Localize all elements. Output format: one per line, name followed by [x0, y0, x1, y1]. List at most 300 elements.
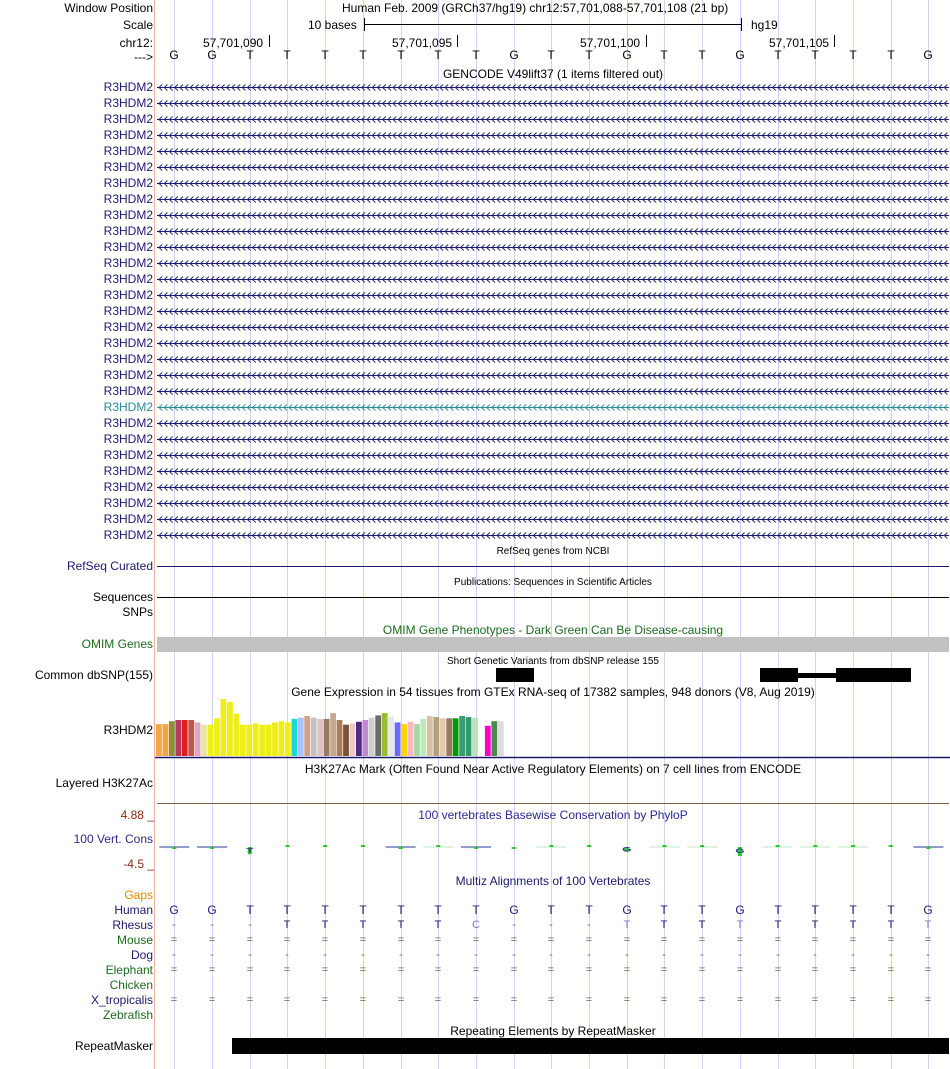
multiz-base: = — [585, 964, 593, 976]
gtex-tissue-bar[interactable] — [485, 726, 491, 756]
phylop-bar[interactable] — [549, 845, 553, 847]
multiz-base: = — [359, 934, 367, 946]
sequence-base: T — [246, 48, 254, 62]
multiz-base: = — [170, 994, 178, 1006]
gtex-tissue-bar[interactable] — [427, 716, 433, 756]
multiz-base: - — [662, 949, 666, 961]
phylop-bar[interactable] — [663, 845, 667, 847]
gencode-transcript-label[interactable]: R3HDM2 — [103, 304, 153, 318]
gtex-tissue-bar[interactable] — [175, 720, 181, 756]
gtex-tissue-bar[interactable] — [324, 719, 330, 756]
multiz-base: = — [208, 934, 216, 946]
gtex-tissue-bar[interactable] — [201, 725, 207, 756]
multiz-base: = — [208, 994, 216, 1006]
multiz-base: T — [736, 919, 744, 931]
gtex-tissue-bar[interactable] — [414, 724, 420, 756]
gencode-transcript-label[interactable]: R3HDM2 — [103, 256, 153, 270]
ruler-tick-1 — [269, 35, 270, 47]
multiz-base: = — [924, 934, 932, 946]
gtex-label[interactable]: R3HDM2 — [103, 723, 153, 737]
multiz-base: = — [359, 964, 367, 976]
gencode-transcript-line[interactable] — [157, 194, 949, 205]
repeatmasker-label[interactable]: RepeatMasker — [74, 1039, 153, 1053]
omim-bar[interactable] — [157, 637, 949, 652]
phylop-bar[interactable] — [926, 847, 930, 849]
sequence-base: T — [434, 48, 442, 62]
gtex-tissue-bar[interactable] — [466, 717, 472, 756]
publications-title[interactable]: Publications: Sequences in Scientific Articles — [454, 577, 652, 588]
multiz-base: = — [472, 934, 480, 946]
multiz-base: T — [472, 903, 480, 917]
gtex-tissue-bar[interactable] — [330, 713, 336, 756]
sequence-base: G — [622, 48, 632, 62]
multiz-base: = — [811, 994, 819, 1006]
multiz-base: T — [887, 919, 895, 931]
strand-arrow-label: ---> — [134, 50, 153, 64]
scale-bar-right-tick — [741, 18, 742, 31]
multiz-species-label[interactable]: Elephant — [105, 963, 153, 977]
gtex-tissue-bar[interactable] — [272, 722, 278, 756]
multiz-species-label[interactable]: Rhesus — [112, 918, 153, 932]
phylop-min-label: -4.5 _ — [123, 857, 154, 871]
phylop-bar[interactable] — [286, 845, 290, 847]
multiz-base: - — [926, 949, 930, 961]
multiz-species-label[interactable]: Human — [114, 903, 153, 917]
phylop-bar[interactable] — [813, 845, 817, 847]
ruler-position-2: 57,701,095 — [392, 36, 453, 50]
multiz-base: T — [849, 919, 857, 931]
gencode-transcript-line[interactable] — [157, 210, 949, 221]
gencode-transcript-line[interactable] — [157, 450, 949, 461]
scale-label: Scale — [122, 18, 153, 32]
multiz-gaps-label[interactable]: Gaps — [124, 888, 153, 902]
multiz-base: = — [246, 934, 254, 946]
gtex-tissue-bar[interactable] — [311, 718, 317, 756]
gencode-transcript-label[interactable]: R3HDM2 — [103, 528, 153, 542]
multiz-base: = — [472, 994, 480, 1006]
gtex-tissue-bar[interactable] — [214, 718, 220, 756]
gtex-tissue-bar[interactable] — [208, 725, 214, 756]
multiz-base: - — [436, 949, 440, 961]
phylop-max-label: 4.88 _ — [120, 808, 154, 822]
refseq-label[interactable]: RefSeq Curated — [66, 559, 153, 573]
dbsnp-title[interactable]: Short Genetic Variants from dbSNP release 155 — [447, 656, 659, 667]
gtex-title[interactable]: Gene Expression in 54 tissues from GTEx RNA-seq of 17382 samples, 948 donors (V8, Aug 2019) — [291, 685, 815, 699]
multiz-base: - — [512, 949, 516, 961]
gtex-tissue-bar[interactable] — [433, 717, 439, 756]
gtex-tissue-bar[interactable] — [182, 720, 188, 756]
multiz-base: - — [172, 919, 176, 931]
multiz-base: = — [208, 964, 216, 976]
multiz-base: - — [399, 949, 403, 961]
multiz-base: - — [776, 949, 780, 961]
omim-title[interactable]: OMIM Gene Phenotypes - Dark Green Can Be Disease-causing — [382, 623, 724, 637]
scale-bar-left-tick — [364, 18, 365, 31]
multiz-species-label[interactable]: Chicken — [109, 978, 153, 992]
gencode-transcript-label[interactable]: R3HDM2 — [103, 128, 153, 142]
gtex-tissue-bar[interactable] — [401, 724, 407, 756]
gencode-transcript-label[interactable]: R3HDM2 — [103, 416, 153, 430]
gencode-transcript-line[interactable] — [157, 370, 949, 381]
multiz-base: - — [285, 949, 289, 961]
gtex-tissue-bar[interactable] — [298, 718, 304, 756]
gencode-transcript-line[interactable] — [157, 258, 949, 269]
gtex-tissue-bar[interactable] — [453, 718, 459, 756]
gtex-tissue-bar[interactable] — [188, 720, 194, 756]
gencode-transcript-line[interactable] — [157, 226, 949, 237]
gtex-tissue-bar[interactable] — [388, 717, 394, 756]
gencode-transcript-label[interactable]: R3HDM2 — [103, 176, 153, 190]
sequence-base: T — [321, 48, 329, 62]
multiz-base: = — [283, 934, 291, 946]
multiz-base: = — [849, 964, 857, 976]
gencode-transcript-label[interactable]: R3HDM2 — [103, 112, 153, 126]
multiz-base: = — [774, 994, 782, 1006]
phylop-base-logo: G — [622, 846, 632, 854]
multiz-base: = — [283, 994, 291, 1006]
ruler-tick-4 — [834, 35, 835, 47]
multiz-base: G — [509, 903, 519, 917]
multiz-base: T — [547, 903, 555, 917]
multiz-base: T — [434, 919, 442, 931]
sequence-base: T — [774, 48, 782, 62]
phylop-bar[interactable] — [172, 847, 176, 849]
multiz-base: T — [623, 919, 631, 931]
multiz-base: - — [361, 949, 365, 961]
multiz-base: T — [660, 903, 668, 917]
gencode-transcript-line[interactable] — [157, 242, 949, 253]
gencode-transcript-label[interactable]: R3HDM2 — [103, 80, 153, 94]
gencode-transcript-line[interactable] — [157, 466, 949, 477]
gencode-transcript-line[interactable] — [157, 82, 949, 93]
ruler-position-1: 57,701,090 — [203, 36, 264, 50]
h3k27ac-title[interactable]: H3K27Ac Mark (Often Found Near Active Regulatory Elements) on 7 cell lines from ENCODE — [304, 762, 802, 776]
multiz-base: = — [623, 994, 631, 1006]
gtex-tissue-bar[interactable] — [304, 716, 310, 756]
gtex-tissue-bar[interactable] — [472, 718, 478, 756]
multiz-base: - — [172, 949, 176, 961]
gencode-transcript-label[interactable]: R3HDM2 — [103, 336, 153, 350]
multiz-species-label[interactable]: Zebrafish — [102, 1008, 153, 1022]
gtex-tissue-bar[interactable] — [195, 722, 201, 756]
multiz-base: T — [359, 919, 367, 931]
multiz-base: G — [169, 903, 179, 917]
multiz-base: T — [321, 919, 329, 931]
multiz-base: T — [397, 919, 405, 931]
phylop-label[interactable]: 100 Vert. Cons — [73, 832, 153, 846]
gencode-transcript-label[interactable]: R3HDM2 — [103, 400, 153, 414]
sequence-base: T — [887, 48, 895, 62]
sequence-base: T — [472, 48, 480, 62]
multiz-base: T — [849, 903, 857, 917]
publications-label[interactable]: Sequences — [92, 590, 153, 604]
phylop-bar[interactable] — [361, 845, 365, 847]
gencode-transcript-label[interactable]: R3HDM2 — [103, 480, 153, 494]
gtex-tissue-bar[interactable] — [491, 721, 497, 756]
gencode-transcript-line[interactable] — [157, 514, 949, 525]
multiz-base: - — [549, 919, 553, 931]
phylop-base-logo: T — [246, 846, 254, 855]
phylop-bar[interactable] — [700, 845, 704, 847]
sequence-base: G — [509, 48, 519, 62]
multiz-base: T — [246, 903, 254, 917]
gtex-tissue-bar[interactable] — [440, 718, 446, 756]
multiz-base: = — [849, 994, 857, 1006]
window-position-label: Window Position — [64, 1, 153, 15]
multiz-base: = — [246, 994, 254, 1006]
gencode-transcript-line[interactable] — [157, 306, 949, 317]
gtex-tissue-bar[interactable] — [163, 724, 169, 756]
gencode-transcript-label[interactable]: R3HDM2 — [103, 352, 153, 366]
multiz-base: = — [736, 934, 744, 946]
gtex-tissue-bar[interactable] — [343, 725, 349, 756]
phylop-bar[interactable] — [512, 847, 516, 849]
phylop-bar[interactable] — [210, 847, 214, 849]
gencode-transcript-label[interactable]: R3HDM2 — [103, 512, 153, 526]
multiz-base: = — [510, 934, 518, 946]
scale-text: 10 bases — [308, 18, 357, 32]
gtex-tissue-bar[interactable] — [446, 718, 452, 756]
sequence-base: T — [849, 48, 857, 62]
multiz-base: = — [170, 964, 178, 976]
multiz-title[interactable]: Multiz Alignments of 100 Vertebrates — [455, 874, 651, 888]
sequence-base: G — [207, 48, 217, 62]
dbsnp-label[interactable]: Common dbSNP(155) — [34, 668, 153, 682]
multiz-base: - — [210, 919, 214, 931]
gtex-tissue-bar[interactable] — [479, 720, 485, 756]
gencode-transcript-line[interactable] — [157, 386, 949, 397]
phylop-title[interactable]: 100 vertebrates Basewise Conservation by PhyloP — [418, 808, 688, 822]
dbsnp-variant-1[interactable] — [496, 668, 534, 682]
multiz-base: = — [849, 934, 857, 946]
multiz-base: G — [923, 903, 933, 917]
multiz-base: - — [210, 949, 214, 961]
gtex-tissue-bar[interactable] — [259, 725, 265, 756]
gencode-transcript-line[interactable] — [157, 130, 949, 141]
gencode-title[interactable]: GENCODE V49lift37 (1 items filtered out) — [442, 67, 664, 81]
ruler-tick-3 — [646, 35, 647, 47]
gencode-transcript-line[interactable] — [157, 530, 949, 541]
refseq-gene-line[interactable] — [157, 566, 949, 567]
dbsnp-variant-2[interactable] — [760, 668, 798, 682]
gencode-transcript-line[interactable] — [157, 498, 949, 509]
multiz-base: = — [321, 994, 329, 1006]
multiz-base: T — [283, 903, 291, 917]
phylop-bar[interactable] — [474, 847, 478, 849]
gencode-transcript-label[interactable]: R3HDM2 — [103, 368, 153, 382]
dbsnp-variant-3[interactable] — [836, 668, 911, 682]
multiz-base: - — [813, 949, 817, 961]
gencode-transcript-label[interactable]: R3HDM2 — [103, 144, 153, 158]
repeatmasker-title[interactable]: Repeating Elements by RepeatMasker — [450, 1024, 656, 1038]
multiz-base: T — [585, 903, 593, 917]
phylop-bar[interactable] — [587, 845, 591, 847]
gtex-tissue-bar[interactable] — [382, 713, 388, 756]
multiz-base: - — [851, 949, 855, 961]
multiz-base: = — [623, 964, 631, 976]
scale-bar — [365, 24, 741, 25]
multiz-base: T — [811, 903, 819, 917]
gtex-tissue-bar[interactable] — [240, 725, 246, 756]
sequence-base: T — [397, 48, 405, 62]
multiz-base: = — [774, 934, 782, 946]
multiz-base: - — [248, 949, 252, 961]
snps-label[interactable]: SNPs — [122, 605, 153, 619]
gtex-tissue-bar[interactable] — [233, 714, 239, 756]
gencode-transcript-line[interactable] — [157, 114, 949, 125]
multiz-base: - — [587, 919, 591, 931]
gtex-tissue-bar[interactable] — [369, 718, 375, 756]
sequence-base: T — [283, 48, 291, 62]
h3k27ac-baseline[interactable] — [157, 803, 949, 804]
gtex-tissue-bar[interactable] — [375, 715, 381, 756]
gencode-transcript-line[interactable] — [157, 274, 949, 285]
sequence-base: G — [169, 48, 179, 62]
multiz-base: - — [587, 949, 591, 961]
gtex-tissue-bar[interactable] — [395, 722, 401, 756]
gencode-transcript-label[interactable]: R3HDM2 — [103, 432, 153, 446]
multiz-base: = — [170, 934, 178, 946]
gtex-tissue-bar[interactable] — [408, 722, 414, 756]
gencode-transcript-line[interactable] — [157, 290, 949, 301]
multiz-base: = — [660, 994, 668, 1006]
assembly-label: hg19 — [751, 18, 778, 32]
multiz-base: - — [323, 949, 327, 961]
gtex-tissue-bar[interactable] — [498, 721, 504, 756]
gencode-transcript-label[interactable]: R3HDM2 — [103, 96, 153, 110]
phylop-bar[interactable] — [889, 845, 893, 847]
gencode-transcript-line[interactable] — [157, 178, 949, 189]
multiz-base: G — [207, 903, 217, 917]
gencode-transcript-label[interactable]: R3HDM2 — [103, 272, 153, 286]
dbsnp-variant-connector[interactable] — [798, 673, 836, 678]
gencode-transcript-line[interactable] — [157, 162, 949, 173]
multiz-base: - — [248, 919, 252, 931]
gencode-transcript-line[interactable] — [157, 418, 949, 429]
gencode-transcript-label[interactable]: R3HDM2 — [103, 160, 153, 174]
publications-line[interactable] — [157, 597, 949, 598]
phylop-bar[interactable] — [436, 845, 440, 847]
multiz-species-label[interactable]: Mouse — [116, 933, 153, 947]
gencode-transcript-label[interactable]: R3HDM2 — [103, 320, 153, 334]
gencode-transcript-label[interactable]: R3HDM2 — [103, 448, 153, 462]
gtex-tissue-bar[interactable] — [292, 719, 298, 756]
gencode-transcript-label[interactable]: R3HDM2 — [103, 288, 153, 302]
gtex-tissue-bar[interactable] — [169, 721, 175, 756]
multiz-base: = — [924, 964, 932, 976]
repeatmasker-element[interactable] — [232, 1038, 949, 1054]
gtex-tissue-bar[interactable] — [227, 702, 233, 756]
gtex-tissue-bar[interactable] — [356, 722, 362, 756]
multiz-base: = — [359, 994, 367, 1006]
gtex-tissue-bar[interactable] — [317, 719, 323, 756]
refseq-title[interactable]: RefSeq genes from NCBI — [496, 546, 610, 557]
multiz-base: T — [283, 919, 291, 931]
multiz-base: T — [811, 919, 819, 931]
multiz-base: = — [283, 964, 291, 976]
chrom-label: chr12: — [119, 36, 153, 50]
gtex-expression-chart[interactable] — [155, 699, 950, 759]
window-position-text: Human Feb. 2009 (GRCh37/hg19) chr12:57,701,088-57,701,108 (21 bp) — [342, 1, 729, 15]
gencode-transcript-label[interactable]: R3HDM2 — [103, 496, 153, 510]
gencode-transcript-line[interactable] — [157, 338, 949, 349]
multiz-base: = — [585, 934, 593, 946]
phylop-chart[interactable] — [155, 820, 950, 868]
gencode-transcript-line[interactable] — [157, 434, 949, 445]
gtex-tissue-bar[interactable] — [221, 699, 227, 756]
gencode-transcript-line[interactable] — [157, 354, 949, 365]
multiz-base: = — [321, 934, 329, 946]
phylop-bar[interactable] — [851, 845, 855, 847]
ruler-tick-2 — [457, 35, 458, 47]
gencode-transcript-line[interactable] — [157, 322, 949, 333]
gtex-tissue-bar[interactable] — [337, 720, 343, 756]
multiz-base: - — [625, 949, 629, 961]
gencode-transcript-line[interactable] — [157, 98, 949, 109]
gencode-transcript-label[interactable]: R3HDM2 — [103, 240, 153, 254]
gencode-transcript-label[interactable]: R3HDM2 — [103, 208, 153, 222]
multiz-base: = — [585, 994, 593, 1006]
multiz-base: T — [774, 919, 782, 931]
gencode-transcript-line[interactable] — [157, 402, 949, 413]
multiz-base: = — [434, 934, 442, 946]
multiz-base: = — [887, 934, 895, 946]
multiz-base: = — [547, 934, 555, 946]
ruler-position-3: 57,701,100 — [580, 36, 641, 50]
phylop-bar[interactable] — [323, 845, 327, 847]
sequence-base: T — [698, 48, 706, 62]
multiz-species-label[interactable]: Dog — [130, 948, 153, 962]
gtex-tissue-bar[interactable] — [253, 724, 259, 757]
sequence-base: T — [547, 48, 555, 62]
gencode-transcript-label[interactable]: R3HDM2 — [103, 224, 153, 238]
gtex-tissue-bar[interactable] — [156, 724, 162, 756]
sequence-base: T — [585, 48, 593, 62]
multiz-base: = — [660, 934, 668, 946]
gtex-tissue-bar[interactable] — [246, 725, 252, 756]
gtex-tissue-bar[interactable] — [285, 722, 291, 756]
multiz-base: = — [510, 994, 518, 1006]
multiz-base: = — [887, 964, 895, 976]
multiz-base: = — [887, 994, 895, 1006]
multiz-base: - — [889, 949, 893, 961]
sequence-base: G — [923, 48, 933, 62]
gtex-tissue-bar[interactable] — [279, 721, 285, 756]
phylop-bar[interactable] — [776, 845, 780, 847]
sequence-base: T — [660, 48, 668, 62]
h3k27ac-label[interactable]: Layered H3K27Ac — [55, 776, 153, 790]
multiz-base: C — [472, 919, 480, 931]
phylop-bar[interactable] — [399, 847, 403, 849]
multiz-base: T — [434, 903, 442, 917]
gtex-tissue-bar[interactable] — [420, 719, 426, 756]
gencode-transcript-line[interactable] — [157, 146, 949, 157]
multiz-base: = — [397, 994, 405, 1006]
label-divider — [154, 0, 155, 1069]
gtex-tissue-bar[interactable] — [362, 720, 368, 756]
gencode-transcript-label[interactable]: R3HDM2 — [103, 464, 153, 478]
gencode-transcript-line[interactable] — [157, 482, 949, 493]
omim-label[interactable]: OMIM Genes — [81, 637, 153, 651]
gencode-transcript-label[interactable]: R3HDM2 — [103, 192, 153, 206]
gencode-transcript-label[interactable]: R3HDM2 — [103, 384, 153, 398]
multiz-base: = — [924, 994, 932, 1006]
multiz-base: = — [811, 964, 819, 976]
gtex-tissue-bar[interactable] — [266, 725, 272, 756]
gtex-tissue-bar[interactable] — [459, 716, 465, 756]
gtex-tissue-bar[interactable] — [350, 724, 356, 757]
multiz-species-label[interactable]: X_tropicalis — [90, 993, 153, 1007]
